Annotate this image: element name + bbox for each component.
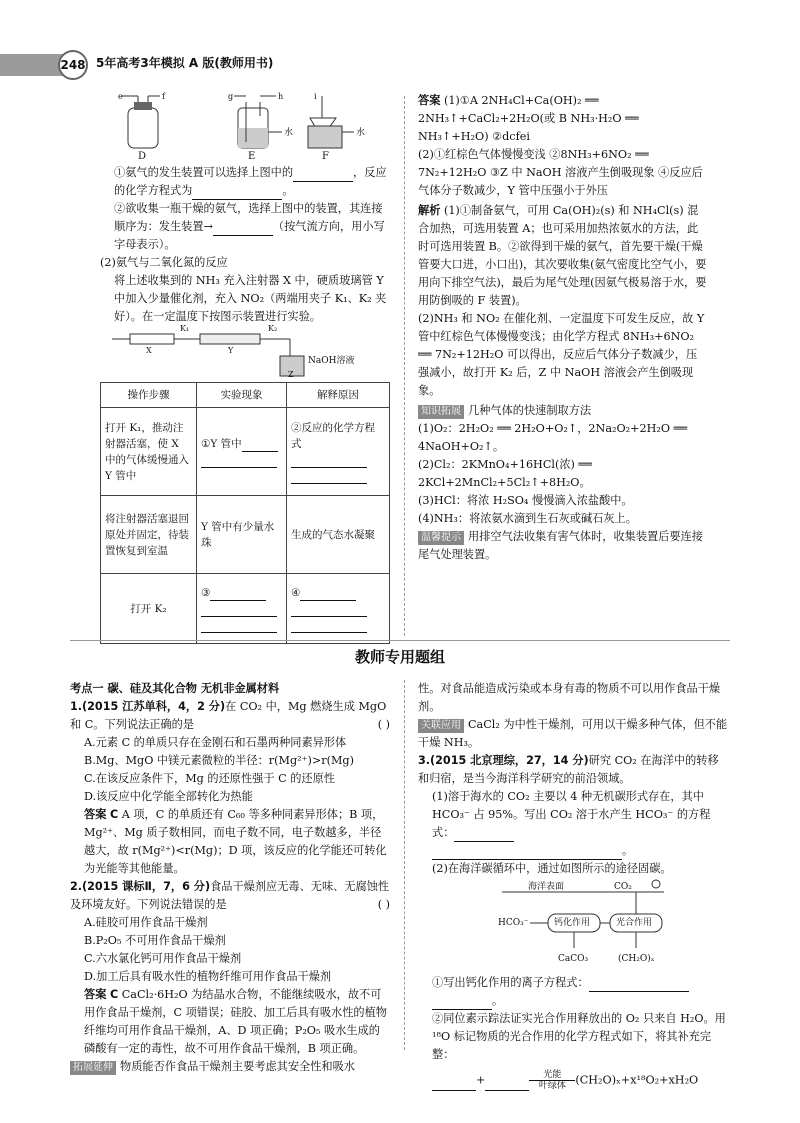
condition-top: 光能 (543, 1070, 562, 1080)
table-cell (197, 408, 287, 496)
answer-blank[interactable] (201, 456, 277, 468)
part-2-title: (2)氨气与二氧化氮的反应 (100, 256, 228, 269)
table-cell: 打开 K₁，推动注射器活塞，使 X 中的气体缓慢通入 Y 管中 (101, 408, 197, 496)
extension-text: 物质能否作食品干燥剂主要考虑其安全性和吸水 (120, 1060, 355, 1073)
extension-line (70, 1058, 390, 1076)
answer-2-value: C (109, 988, 119, 1001)
water-label-f: 水 (356, 128, 366, 138)
answer-label: 答案 (84, 988, 107, 1001)
cell-text: ④ (291, 586, 301, 599)
book-title: 5年高考3年模拟 A 版(教师用书) (96, 56, 274, 70)
analysis-label: 解析 (418, 204, 441, 217)
question-3-head: 3.(2015 北京理综，27，14 分) (418, 754, 589, 767)
answer-blank[interactable] (201, 605, 277, 617)
left-column-bottom (70, 680, 390, 1076)
carbon-cycle-figure (418, 878, 728, 974)
water-label-e: 水 (284, 128, 294, 138)
question-3-2a-text: ①写出钙化作用的离子方程式： (432, 976, 589, 989)
topic-heading: 考点一 碳、硅及其化合物 无机非金属材料 (70, 682, 280, 695)
apparatus-figure-def (100, 92, 390, 164)
knowledge-tag: 知识拓展 (418, 405, 464, 419)
question-1 (70, 698, 390, 734)
option: C.在该反应条件下，Mg 的还原性强于 C 的还原性 (84, 772, 335, 785)
question-3-text: 研究 CO₂ 在海洋中的转移和归宿，是当今海洋科学研究的前沿领域。 (418, 754, 719, 785)
equation-condition (529, 1070, 575, 1091)
knowledge-1: (1)O₂：2H₂O₂ ══ 2H₂O+O₂↑，2Na₂O₂+2H₂O ══ 4NaOH+O₂↑。 (418, 422, 688, 453)
port-h: h (278, 92, 284, 101)
label-z: Z (288, 370, 294, 379)
co2-label: CO₂ (614, 882, 632, 892)
answer-blank[interactable] (210, 589, 266, 601)
answer-1-value: C (109, 808, 119, 821)
answer-2-expl: CaCl₂·6H₂O 为结晶水合物，不能继续吸水，故不可用作食品干燥剂，C 项错误；硅胶、加工后具有吸水性的植物纤维均可用作食品干燥剂，A、D 项正确；P₂O₅ 吸水生成的磷酸有一定的毒性，故不可用作食品干燥剂，B 项正确。 (84, 988, 387, 1055)
analysis-block (418, 202, 708, 310)
calcification-label: 钙化作用 (554, 918, 591, 928)
right-column-top (418, 92, 708, 564)
equation-tail: (CH₂O)ₓ+x¹⁸O₂+xH₂O (575, 1073, 699, 1087)
port-f: f (162, 92, 165, 101)
table-header: 操作步骤 (101, 383, 197, 408)
answer-blank[interactable] (291, 621, 367, 633)
knowledge-3: (3)HCl：将浓 H₂SO₄ 慢慢滴入浓盐酸中。 (418, 494, 633, 507)
question-3 (418, 752, 728, 788)
answer-1-block (70, 806, 390, 878)
answer-label: 答案 (84, 808, 107, 821)
section-title: 教师专用题组 (354, 648, 445, 666)
cell-text: ③ (201, 586, 211, 599)
option: C.六水氯化钙可用作食品干燥剂 (84, 952, 242, 965)
answer-label: 答案 (418, 94, 441, 107)
knowledge-title: 几种气体的快速制取方法 (468, 404, 592, 417)
page-number: 248 (58, 50, 88, 80)
answer-blank[interactable] (300, 589, 356, 601)
answer-blank[interactable] (589, 980, 689, 992)
answer-blank[interactable] (291, 456, 367, 468)
question-3-1: (1)溶于海水的 CO₂ 主要以 4 种无机碳形式存在，其中 HCO₃⁻ 占 95%。写出 CO₂ 溶于水产生 HCO₃⁻ 的方程式： 。 (418, 788, 728, 860)
port-e: e (118, 92, 123, 101)
experiment-figure (100, 326, 390, 378)
question-3-2: (2)在海洋碳循环中，通过如图所示的途径固碳。 (432, 862, 672, 875)
question-3-2a: ①写出钙化作用的离子方程式： 。 (418, 974, 728, 1010)
question-1-text: ①氨气的发生装置可以选择上图中的 (114, 166, 294, 179)
tip-line (418, 528, 708, 564)
answer-blank[interactable] (213, 224, 273, 236)
answer-blank[interactable] (432, 1079, 476, 1091)
analysis-1: (1)①制备氨气，可用 Ca(OH)₂(s) 和 NH₄Cl(s) 混合加热，可选用装置 A；也可采用加热浓氨水的方法，此时可选用装置 B。②欲得到干燥的氨气，首先要干燥(干燥管要大口进，小口出)，其次要收集(氨气密度比空气小，要用向下排空气法)，最后为尾气处理(因氨气极易溶于水，要用防倒吸的 F 装置)。 (418, 204, 707, 307)
answer-block (418, 92, 708, 146)
question-1-text: 在 CO₂ 中，Mg 燃烧生成 MgO 和 C。下列说法正确的是 (70, 700, 387, 731)
answer-blank[interactable] (454, 830, 514, 842)
answer-blank[interactable] (242, 440, 278, 452)
option: A.硅胶可用作食品干燥剂 (84, 916, 208, 929)
answer-blank[interactable] (432, 998, 492, 1010)
answer-paren: ( ) (377, 898, 390, 911)
ch2o-label: (CH₂O)ₓ (618, 954, 655, 964)
answer-paren: ( ) (377, 718, 390, 731)
answer-blank[interactable] (192, 188, 282, 200)
table-cell: 打开 K₂ (101, 574, 197, 644)
answer-blank[interactable] (485, 1079, 529, 1091)
table-cell (287, 408, 390, 496)
analysis-2: (2)NH₃ 和 NO₂ 在催化剂、一定温度下可发生反应，故 Y 管中红棕色气体慢慢变浅；由化学方程式 8NH₃+6NO₂ ══ 7N₂+12H₂O 可以得出，反应后气体分子数减少，压强减小，故打开 K₂ 后，Z 中 NaOH 溶液会产生倒吸现象。 (418, 312, 705, 397)
label-d: D (138, 151, 147, 162)
table-cell (197, 574, 287, 644)
continued-text: 性。对食品能造成污染或本身有毒的物质不可以用作食品干燥剂。 (418, 682, 721, 713)
option: D.该反应中化学能全部转化为热能 (84, 790, 253, 803)
knowledge-title-line (418, 402, 708, 420)
photosynthesis-equation: + $\frac{\text{光能}}{\text{叶绿体}}$ (CH₂O)ₓ+x¹⁸O₂+xH₂O (418, 1070, 728, 1091)
column-divider-bottom (404, 680, 405, 1050)
label-x: X (146, 346, 152, 355)
question-1-head: 1.(2015 江苏单科，4，2 分) (70, 700, 226, 713)
answer-blank[interactable] (201, 621, 277, 633)
cell-text: ②反应的化学方程式 (291, 421, 375, 450)
table-header: 实验现象 (197, 383, 287, 408)
answer-1-expl: A 项，C 的单质还有 C₆₀ 等多种同素异形体；B 项，Mg²⁺、Mg 质子数相同，而电子数不同，电子数越多，半径越大，故 r(Mg²⁺)<r(Mg)；D 项，该反应的化学能还可转化为光能等其他能量。 (84, 808, 387, 875)
table-cell: 将注射器活塞退回原处并固定，待装置恢复到室温 (101, 496, 197, 574)
option: B.P₂O₅ 不可用作食品干燥剂 (84, 934, 226, 947)
answer-2-block (70, 986, 390, 1058)
related-line (418, 716, 728, 752)
port-i: i (314, 92, 317, 101)
question-1-text-b: ，反应的化学方程式为 (114, 166, 387, 197)
answer-blank[interactable] (291, 472, 367, 484)
answer-blank[interactable] (293, 170, 353, 182)
table-cell (287, 574, 390, 644)
label-y: Y (228, 346, 234, 355)
cell-text: ①Y 管中 (201, 437, 242, 450)
answer-blank[interactable] (432, 848, 622, 860)
caco3-label: CaCO₃ (558, 954, 589, 964)
port-g: g (228, 92, 234, 101)
section-divider (70, 640, 730, 641)
naoh-label: NaOH溶液 (308, 356, 355, 366)
question-2-text-b: （按气流方向，用小写字母表示）。 (114, 220, 385, 251)
hco3-label: HCO₃⁻ (498, 918, 529, 928)
question-3-2b: ②同位素示踪法证实光合作用释放出的 O₂ 只来自 H₂O。用¹⁸O 标记物质的光合作用的化学方程式如下，将其补充完整： (432, 1012, 726, 1061)
option: B.Mg、MgO 中镁元素微粒的半径：r(Mg²⁺)>r(Mg) (84, 754, 354, 767)
option: D.加工后具有吸水性的植物纤维可用作食品干燥剂 (84, 970, 332, 983)
photosynthesis-label: 光合作用 (616, 918, 653, 928)
question-2-line (100, 200, 390, 254)
label-k2: K₂ (268, 324, 278, 333)
column-divider (404, 96, 405, 636)
page-header (0, 48, 800, 78)
sea-surface-label: 海洋表面 (528, 882, 565, 892)
question-2 (70, 878, 390, 914)
question-3-1-text: (1)溶于海水的 CO₂ 主要以 4 种无机碳形式存在，其中 HCO₃⁻ 占 95%。写出 CO₂ 溶于水产生 HCO₃⁻ 的方程式： (432, 790, 711, 839)
experiment-table (100, 382, 390, 644)
label-e: E (248, 151, 256, 162)
condition-bottom: 叶绿体 (538, 1081, 566, 1091)
question-1-line: ①氨气的发生装置可以选择上图中的 ，反应的化学方程式为 。 (100, 164, 390, 200)
answer-2: (2)①红棕色气体慢慢变浅 ②8NH₃+6NO₂ ══ 7N₂+12H₂O ③Z 中 NaOH 溶液产生倒吸现象 ④反应后气体分子数减少，Y 管中压强小于外压 (418, 148, 703, 197)
option: A.元素 C 的单质只存在金刚石和石墨两种同素异形体 (84, 736, 347, 749)
table-header: 解释原因 (287, 383, 390, 408)
label-k1: K₁ (180, 324, 190, 333)
knowledge-2: (2)Cl₂：2KMnO₄+16HCl(浓) ══ 2KCl+2MnCl₂+5Cl₂↑+8H₂O。 (418, 458, 592, 489)
question-2-text: 食品干燥剂应无毒、无味、无腐蚀性及环境友好。下列说法错误的是 (70, 880, 390, 911)
right-column-bottom (418, 680, 728, 1091)
table-cell: 生成的气态水凝聚 (287, 496, 390, 574)
extension-tag: 拓展延伸 (70, 1061, 116, 1075)
answer-1: (1)①A 2NH₄Cl+Ca(OH)₂ ══ 2NH₃↑+CaCl₂+2H₂O(或 B NH₃·H₂O ══ NH₃↑+H₂O) ②dcfei (418, 94, 639, 143)
part-2-text: 将上述收集到的 NH₃ 充入注射器 X 中，硬质玻璃管 Y 中加入少量催化剂，充入 NO₂（两端用夹子 K₁、K₂ 夹好）。在一定温度下按图示装置进行实验。 (114, 274, 387, 323)
table-cell: Y 管中有少量水珠 (197, 496, 287, 574)
related-tag: 关联应用 (418, 719, 464, 733)
question-2-head: 2.(2015 课标Ⅱ，7，6 分) (70, 880, 211, 893)
tip-text: 用排空气法收集有害气体时，收集装置后要连接尾气处理装置。 (418, 530, 703, 561)
question-2-text: ②欲收集一瓶干燥的氨气，选择上图中的装置，其连接顺序为：发生装置→ (114, 202, 383, 233)
left-column-top (100, 92, 390, 644)
related-text: CaCl₂ 为中性干燥剂，可用以干燥多种气体，但不能干燥 NH₃。 (418, 718, 728, 749)
tip-tag: 温馨提示 (418, 531, 464, 545)
label-f: F (322, 151, 329, 162)
knowledge-4: (4)NH₃：将浓氨水滴到生石灰或碱石灰上。 (418, 512, 637, 525)
answer-blank[interactable] (291, 605, 367, 617)
